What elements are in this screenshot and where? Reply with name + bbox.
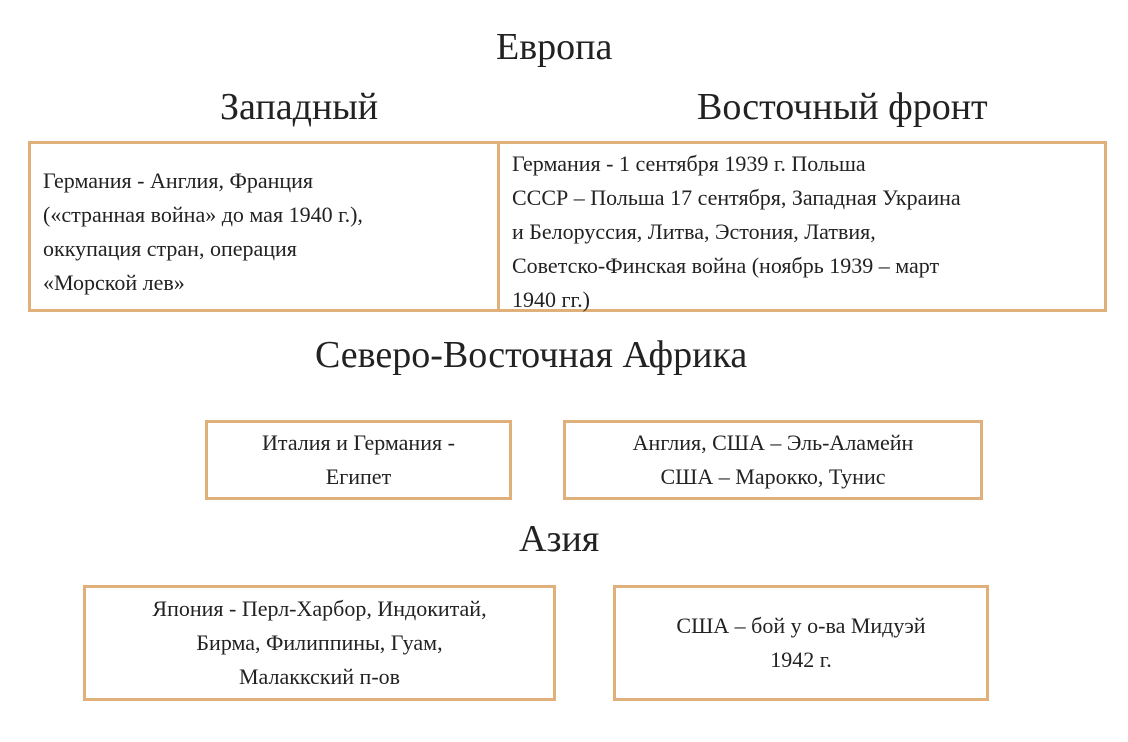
africa-allies-line: Англия, США – Эль-Аламейн bbox=[632, 430, 914, 455]
asia-heading: Азия bbox=[519, 518, 600, 560]
western-front-line: Германия - Англия, Франция bbox=[43, 168, 314, 193]
eastern-front-heading: Восточный фронт bbox=[697, 86, 988, 128]
asia-usa-box bbox=[613, 585, 989, 701]
eastern-front-line: Советско-Финская война (ноябрь 1939 – март bbox=[512, 253, 940, 278]
eastern-front-line: и Белоруссия, Литва, Эстония, Латвия, bbox=[512, 219, 876, 244]
asia-japan-box bbox=[83, 585, 556, 701]
asia-japan-line: Япония - Перл-Харбор, Индокитай, bbox=[152, 596, 487, 621]
western-front-box bbox=[28, 141, 500, 312]
western-front-line: оккупация стран, операция bbox=[43, 236, 297, 261]
asia-japan-line: Малаккский п-ов bbox=[238, 664, 401, 689]
asia-usa-line: 1942 г. bbox=[770, 647, 832, 672]
africa-axis-line: Италия и Германия - bbox=[262, 430, 455, 455]
asia-japan-line: Бирма, Филиппины, Гуам, bbox=[196, 630, 443, 655]
western-front-line: «Морской лев» bbox=[43, 270, 185, 295]
europe-heading: Европа bbox=[496, 26, 613, 68]
western-front-line: («странная война» до мая 1940 г.), bbox=[43, 202, 363, 227]
africa-axis-line: Египет bbox=[325, 464, 392, 489]
eastern-front-line: 1940 гг.) bbox=[512, 287, 590, 312]
africa-heading: Северо-Восточная Африка bbox=[315, 334, 748, 376]
western-front-heading: Западный bbox=[220, 86, 379, 128]
eastern-front-box bbox=[497, 141, 1107, 312]
asia-usa-line: США – бой у о-ва Мидуэй bbox=[676, 613, 926, 638]
africa-allies-line: США – Марокко, Тунис bbox=[660, 464, 886, 489]
eastern-front-line: Германия - 1 сентября 1939 г. Польша bbox=[512, 151, 866, 176]
eastern-front-line: СССР – Польша 17 сентября, Западная Украина bbox=[512, 185, 961, 210]
africa-allies-box bbox=[563, 420, 983, 500]
africa-axis-box bbox=[205, 420, 512, 500]
